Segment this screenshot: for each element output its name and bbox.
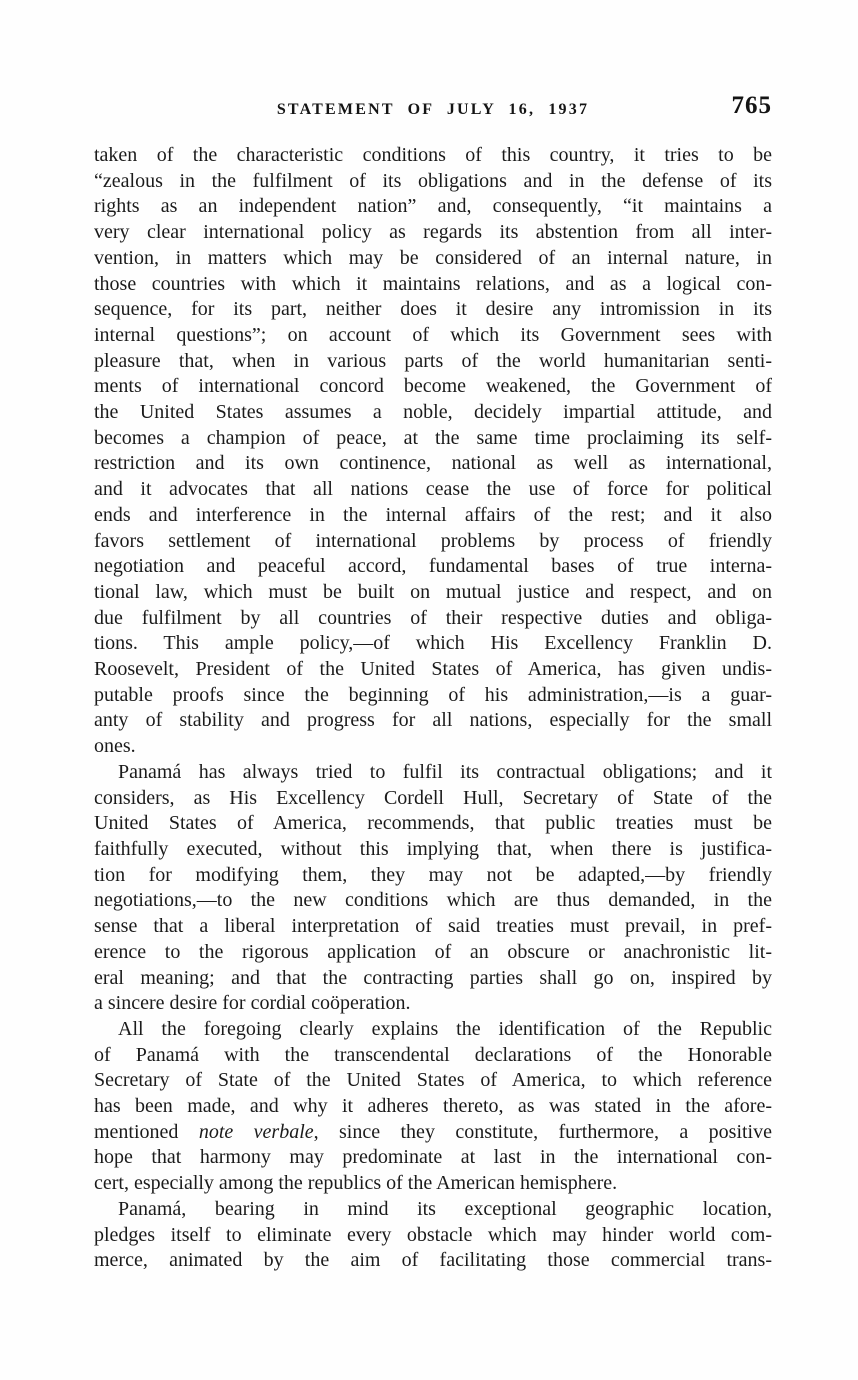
text-line: pleasure that, when in various parts of the world humanitarian senti- — [94, 349, 772, 372]
text-line: erence to the rigorous application of an obscure or anachronistic lit- — [94, 940, 772, 963]
text-line: eral meaning; and that the contracting parties shall go on, inspired by — [94, 966, 772, 989]
text-line: those countries with which it maintains relations, and as a logical con- — [94, 272, 772, 295]
paragraph — [94, 143, 772, 760]
paragraph — [94, 1017, 772, 1197]
text-line: ments of international concord become weakened, the Government of — [94, 375, 772, 398]
text-line: sequence, for its part, neither does it desire any intromission in its — [94, 298, 772, 321]
text-line: taken of the characteristic conditions of this country, it tries to be — [94, 144, 772, 166]
text-line: United States of America, recommends, that public treaties must be — [94, 812, 772, 835]
text-line: negotiations,—to the new conditions which are thus demanded, in the — [94, 889, 772, 912]
text-line: hope that harmony may predominate at last in the international con- — [94, 1146, 772, 1169]
text-line: Secretary of State of the United States of America, to which reference — [94, 1069, 772, 1092]
text-line: anty of stability and progress for all nations, especially for the small — [94, 709, 772, 732]
text-line: restriction and its own continence, national as well as international, — [94, 452, 772, 475]
text-line: ones. — [94, 735, 136, 758]
text-line: internal questions”; on account of which its Government sees with — [94, 323, 772, 346]
text-line: and it advocates that all nations cease the use of force for political — [94, 478, 772, 501]
text-line: of Panamá with the transcendental declarations of the Honorable — [94, 1043, 772, 1066]
text-line: “zealous in the fulfilment of its obligations and in the defense of its — [94, 169, 772, 192]
text-line: has been made, and why it adheres thereto, as was stated in the afore- — [94, 1095, 772, 1118]
text-line: considers, as His Excellency Cordell Hull, Secretary of State of the — [94, 786, 772, 809]
paragraph — [94, 760, 772, 1017]
paragraph — [94, 1197, 772, 1274]
text-line: tions. This ample policy,—of which His Excellency Franklin D. — [94, 632, 772, 655]
text-line: due fulfilment by all countries of their respective duties and obliga- — [94, 606, 772, 629]
text-line: the United States assumes a noble, decidely impartial attitude, and — [94, 401, 772, 424]
italic-text: note verbale — [198, 1120, 314, 1143]
text-line: Panamá has always tried to fulfil its contractual obligations; and it — [118, 760, 772, 783]
text-line: Roosevelt, President of the United States of America, has given undis- — [94, 658, 772, 681]
text-line: faithfully executed, without this implying that, when there is justifica- — [94, 837, 772, 860]
text-line: tion for modifying them, they may not be adapted,—by friendly — [94, 863, 772, 886]
text-line: sense that a liberal interpretation of said treaties must prevail, in pref- — [94, 915, 772, 938]
page-content — [94, 92, 772, 1274]
text-line: pledges itself to eliminate every obstacle which may hinder world com- — [94, 1223, 772, 1246]
text-line: mentioned note verbale, since they constitute, furthermore, a positive — [94, 1120, 772, 1143]
text-line: favors settlement of international problems by process of friendly — [94, 529, 772, 552]
page-header — [94, 92, 772, 122]
text-line: very clear international policy as regards its abstention from all inter- — [94, 221, 772, 244]
text-line: ends and interference in the internal affairs of the rest; and it also — [94, 503, 772, 526]
text-line: becomes a champion of peace, at the same time proclaiming its self- — [94, 426, 772, 449]
text-line: negotiation and peaceful accord, fundamental bases of true interna- — [94, 555, 772, 578]
page-number: 765 — [731, 92, 772, 119]
text-line: merce, animated by the aim of facilitating those commercial trans- — [94, 1249, 772, 1272]
text-line: tional law, which must be built on mutual justice and respect, and on — [94, 580, 772, 603]
text-line: All the foregoing clearly explains the identification of the Republic — [118, 1017, 772, 1040]
text-line: a sincere desire for cordial coöperation. — [94, 992, 411, 1015]
page-body — [94, 143, 772, 1274]
text-line: cert, especially among the republics of the American hemisphere. — [94, 1172, 618, 1195]
text-line: rights as an independent nation” and, consequently, “it maintains a — [94, 195, 772, 218]
running-title: STATEMENT OF JULY 16, 1937 — [276, 101, 590, 118]
text-line: putable proofs since the beginning of his administration,—is a guar- — [94, 683, 772, 706]
text-line: vention, in matters which may be considered of an internal nature, in — [94, 246, 772, 269]
text-line: Panamá, bearing in mind its exceptional geographic location, — [118, 1197, 772, 1220]
